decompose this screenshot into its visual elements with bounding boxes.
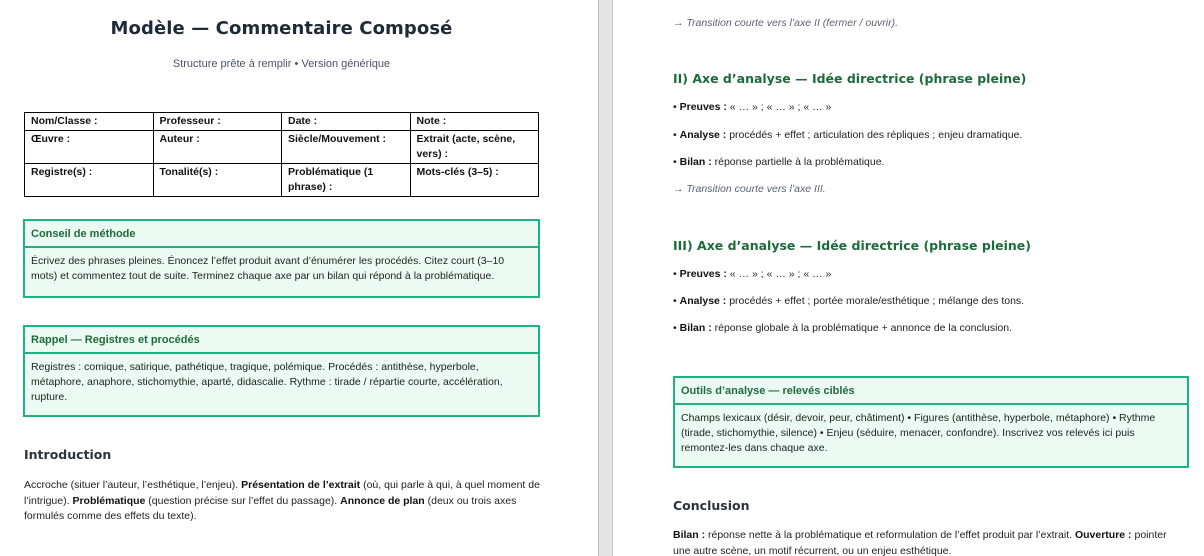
bullet-label: Analyse : (679, 295, 727, 307)
field-extrait[interactable]: Extrait (acte, scène, vers) : (410, 131, 539, 164)
bullet-text: réponse globale à la problématique + annonce de la conclusion. (711, 322, 1013, 334)
bullet-label: Preuves : (679, 268, 727, 280)
heading-conclusion: Conclusion (673, 498, 750, 513)
field-problematique[interactable]: Problématique (1 phrase) : (282, 164, 411, 197)
heading-axe-3: III) Axe d’analyse — Idée directrice (phrase pleine) (673, 238, 1031, 253)
field-tonalites[interactable]: Tonalité(s) : (153, 164, 282, 197)
intro-part: (question précise sur l’effet du passage). (145, 494, 341, 507)
axe-2-bullet-bilan (673, 156, 884, 168)
bullet-label: Analyse : (679, 129, 727, 141)
conclusion-part: pointer une autre scène, un motif récurrent, ou un enjeu esthétique. (673, 529, 1167, 556)
bullet-icon: • (673, 129, 677, 141)
bullet-icon: • (673, 101, 677, 113)
bullet-text: « … » ; « … » ; « … » (726, 268, 832, 280)
bullet-text: procédés + effet ; portée morale/esthétique ; mélange des tons. (726, 295, 1025, 307)
bullet-label: Preuves : (679, 101, 727, 113)
field-auteur[interactable]: Auteur : (153, 131, 282, 164)
callout-body: Écrivez des phrases pleines. Énoncez l’effet produit avant d’énumérer les procédés. Citez court (3–10 mots) et commentez tout de suite. Terminez chaque axe par un bilan qui répond à la problématique. (31, 255, 505, 282)
bullet-icon: • (673, 268, 677, 280)
callout-body: Champs lexicaux (désir, devoir, peur, châtiment) • Figures (antithèse, hyperbole, métaphore) • Rythme (tirade, stichomythie, silence) • Enjeu (séduire, menacer, confondre). Inscrivez vos relevés ici puis remontez-les dans chaque axe. (681, 412, 1156, 454)
field-siecle-mouvement[interactable]: Siècle/Mouvement : (282, 131, 411, 164)
field-mots-cles[interactable]: Mots-clés (3–5) : (410, 164, 539, 197)
document-title: Modèle — Commentaire Composé (110, 18, 453, 39)
conclusion-part: réponse nette à la problématique et reformulation de l’effet produit par l’extrait. (705, 529, 1075, 541)
heading-axe-2: II) Axe d’analyse — Idée directrice (phrase pleine) (673, 71, 1027, 86)
intro-part-bold: Problématique (72, 494, 146, 507)
transition-to-axe-2: → Transition courte vers l’axe II (fermer / ouvrir). (673, 17, 899, 29)
axe-3-bullet-bilan (673, 322, 1012, 334)
callout-title: Outils d’analyse — relevés ciblés (675, 378, 1187, 405)
document-subtitle: Structure prête à remplir • Version générique (172, 58, 391, 70)
axe-3-bullet-analyse (673, 295, 1024, 307)
field-registres[interactable]: Registre(s) : (25, 164, 154, 197)
field-note[interactable]: Note : (410, 113, 539, 131)
bullet-text: réponse partielle à la problématique. (711, 156, 885, 168)
bullet-label: Bilan : (679, 322, 712, 334)
intro-part-bold: Présentation de l’extrait (241, 479, 361, 491)
bullet-icon: • (673, 156, 677, 168)
intro-part: (où, qui parle à qui, à quel moment de l’intrigue). (24, 479, 540, 507)
conclusion-text (673, 528, 1173, 556)
page-right (613, 0, 1204, 556)
callout-title: Conseil de méthode (25, 221, 538, 248)
heading-introduction: Introduction (24, 447, 112, 462)
info-table-row (25, 131, 539, 164)
bullet-icon: • (673, 322, 677, 334)
axe-2-bullet-preuves (673, 101, 831, 113)
intro-part: (deux ou trois axes formulés comme des effets du texte). (24, 494, 517, 522)
field-oeuvre[interactable]: Œuvre : (25, 131, 154, 164)
callout-conseil-methode (23, 219, 540, 298)
intro-part-bold: Annonce de plan (340, 494, 425, 507)
info-table (24, 112, 539, 197)
axe-2-bullet-analyse (673, 129, 1022, 141)
field-date[interactable]: Date : (282, 113, 411, 131)
callout-body: Registres : comique, satirique, pathétique, tragique, polémique. Procédés : antithèse, hyperbole, métaphore, anaphore, stichomythie, aparté, didascalie. Rythme : tirade / répartie courte, accélération, rupture. (31, 361, 503, 403)
page-gutter (598, 0, 613, 556)
callout-rappel-registres (23, 325, 540, 417)
axe-3-bullet-preuves (673, 268, 831, 280)
bullet-label: Bilan : (679, 156, 712, 168)
bullet-text: « … » ; « … » ; « … » (726, 101, 832, 113)
field-nom-classe[interactable]: Nom/Classe : (25, 113, 154, 131)
field-professeur[interactable]: Professeur : (153, 113, 282, 131)
conclusion-part-bold: Ouverture : (1074, 529, 1132, 541)
bullet-text: procédés + effet ; articulation des répliques ; enjeu dramatique. (726, 129, 1023, 141)
transition-to-axe-3: → Transition courte vers l’axe III. (673, 183, 826, 195)
page-left (0, 0, 598, 556)
info-table-row (25, 113, 539, 131)
bullet-icon: • (673, 295, 677, 307)
callout-title: Rappel — Registres et procédés (25, 327, 538, 354)
info-table-row (25, 164, 539, 197)
callout-outils-analyse (673, 376, 1189, 468)
conclusion-part-bold: Bilan : (673, 529, 706, 541)
introduction-text (24, 478, 544, 525)
intro-part: Accroche (situer l’auteur, l’esthétique, l’enjeu). (24, 479, 242, 491)
